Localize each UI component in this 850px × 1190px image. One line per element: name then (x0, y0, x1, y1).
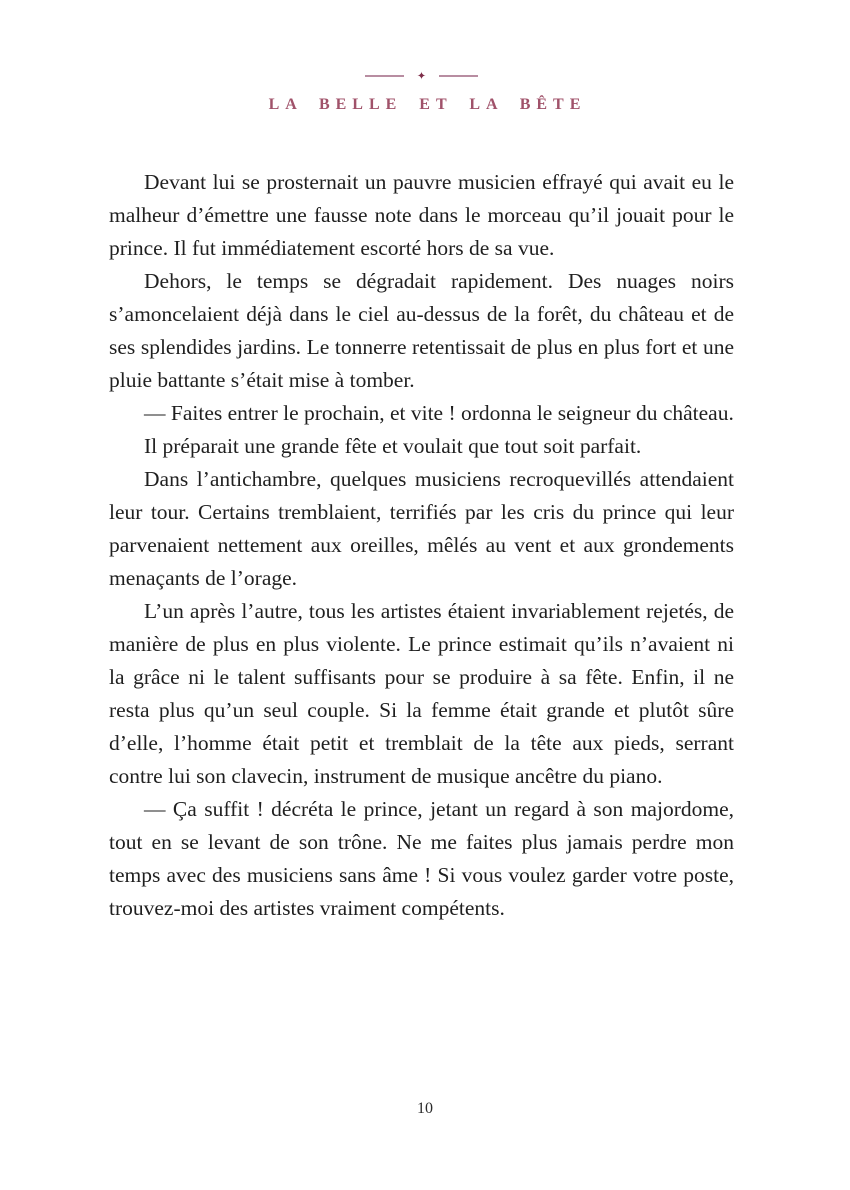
page-footer (0, 1100, 850, 1118)
body-paragraph: Devant lui se prosternait un pauvre musicien effrayé qui avait eu le malheur d’émettre une fausse note dans le morceau qu’il jouait pour le prince. Il fut immédiatement escorté hors de sa vue. (109, 170, 734, 260)
body-paragraph: Dans l’antichambre, quelques musiciens recroquevillés attendaient leur tour. Certains tremblaient, terrifiés par les cris du prince qui leur parvenaient nettement aux oreilles, mêlés au vent et aux grondements menaçants de l’orage. (109, 467, 734, 590)
page-text (109, 166, 734, 925)
page-number: 10 (417, 1100, 433, 1117)
ornament-rule-right (439, 75, 478, 77)
body-paragraph-dialogue: — Faites entrer le prochain, et vite ! ordonna le seigneur du château. (144, 401, 734, 425)
body-paragraph: Il préparait une grande fête et voulait que tout soit parfait. (144, 434, 642, 458)
body-paragraph: L’un après l’autre, tous les artistes étaient invariablement rejetés, de manière de plus en plus violente. Le prince estimait qu’ils n’avaient ni la grâce ni le talent suffisants pour se produire à sa fête. Enfin, il ne resta plus qu’un seul couple. Si la femme était grande et plutôt sûre d’elle, l’homme était petit et tremblait de la tête aux pieds, serrant contre lui son clavecin, instrument de musique ancêtre du piano. (109, 599, 734, 788)
body-paragraph-dialogue: — Ça suffit ! décréta le prince, jetant un regard à son majordome, tout en se levant de son trône. Ne me faites plus jamais perdre mon temps avec des musiciens sans âme ! Si vous voulez garder votre poste, trouvez-moi des artistes vraiment compétents. (109, 797, 734, 920)
body-paragraph: Dehors, le temps se dégradait rapidement. Des nuages noirs s’amoncelaient déjà dans le ciel au-dessus de la forêt, du château et de ses splendides jardins. Le tonnerre retentissait de plus en plus fort et une pluie battante s’était mise à tomber. (109, 269, 734, 392)
chapter-title: LA BELLE ET LA BÊTE (268, 96, 587, 113)
ornament-rule-left (365, 75, 404, 77)
ornament-star-icon: ✦ (416, 69, 427, 82)
chapter-ornament (109, 68, 734, 84)
chapter-header (109, 68, 734, 84)
